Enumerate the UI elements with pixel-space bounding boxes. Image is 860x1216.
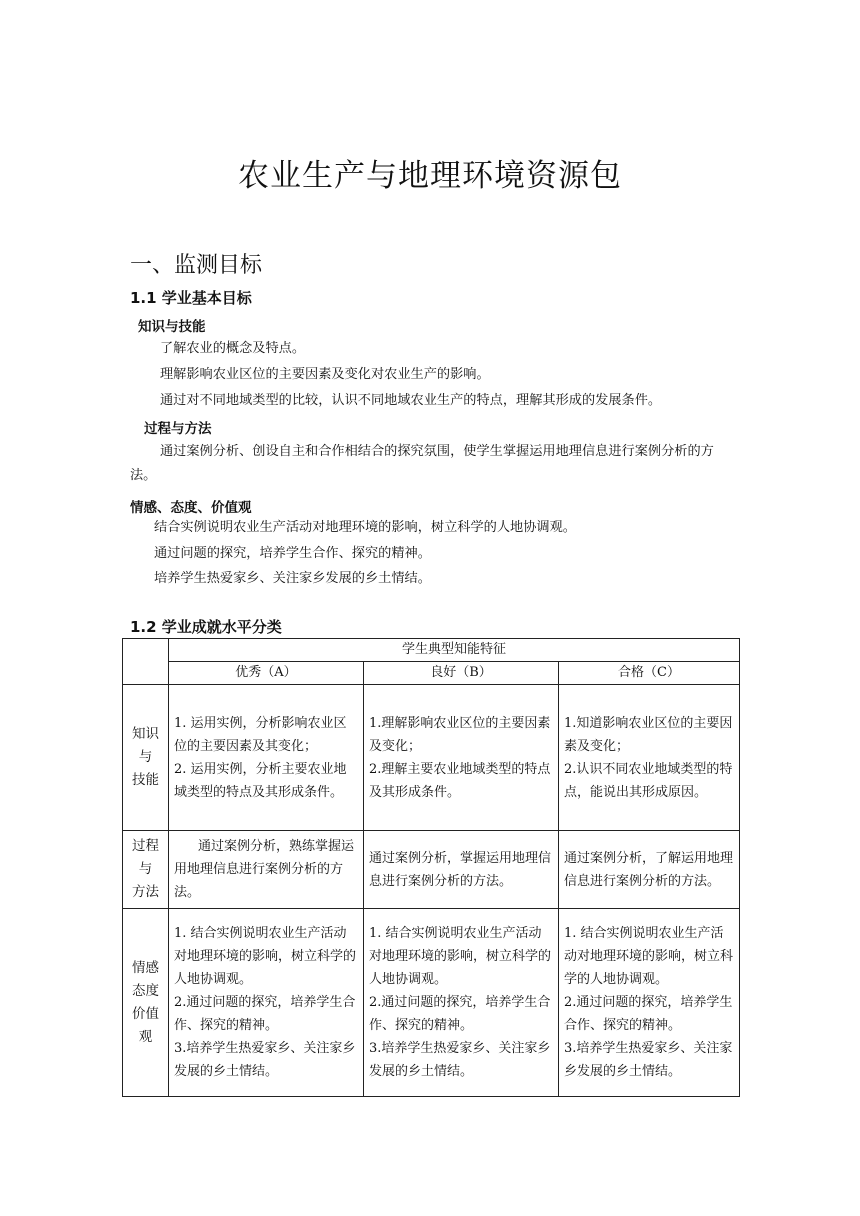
- row-label-process-methods: 过程 与 方法: [123, 831, 169, 909]
- cell-good: 通过案例分析，掌握运用地理信息进行案例分析的方法。: [364, 831, 559, 909]
- table-row: [123, 909, 740, 1097]
- subsection-heading-basic-goals: 1.1 学业基本目标: [130, 289, 252, 307]
- cell-excellent: 1. 结合实例说明农业生产活动对地理环境的影响，树立科学的人地协调观。 2.通过问题的探究，培养学生合作、探究的精神。 3.培养学生热爱家乡、关注家乡发展的乡土情结。: [169, 909, 364, 1097]
- row-label-emotion-attitude-values: 情感 态度 价值 观: [123, 909, 169, 1097]
- column-header-pass: 合格（C）: [559, 662, 740, 685]
- table-row: [123, 685, 740, 831]
- emotion-line: 培养学生热爱家乡、关注家乡发展的乡土情结。: [154, 571, 431, 586]
- section-heading-monitoring-goals: 一、监测目标: [130, 253, 263, 278]
- knowledge-line: 通过对不同地域类型的比较，认识不同地域农业生产的特点，理解其形成的发展条件。: [160, 393, 662, 408]
- process-paragraph: 通过案例分析、创设自主和合作相结合的探究氛围，使学生掌握运用地理信息进行案例分析的方法。: [130, 444, 714, 483]
- knowledge-line: 理解影响农业区位的主要因素及变化对农业生产的影响。: [160, 367, 490, 382]
- column-header-excellent: 优秀（A）: [169, 662, 364, 685]
- cell-excellent: 通过案例分析，熟练掌握运用地理信息进行案例分析的方法。: [169, 831, 364, 909]
- cell-pass: 通过案例分析，了解运用地理信息进行案例分析的方法。: [559, 831, 740, 909]
- table-corner-cell: [123, 639, 169, 685]
- cell-excellent: 1. 运用实例，分析影响农业区位的主要因素及其变化； 2. 运用实例，分析主要农业地域类型的特点及其形成条件。: [169, 685, 364, 831]
- column-header-good: 良好（B）: [364, 662, 559, 685]
- subsection-heading-achievement-levels: 1.2 学业成就水平分类: [130, 618, 282, 636]
- emotion-line: 结合实例说明农业生产活动对地理环境的影响，树立科学的人地协调观。: [154, 520, 576, 535]
- cell-good: 1.理解影响农业区位的主要因素及变化； 2.理解主要农业地域类型的特点及其形成条件。: [364, 685, 559, 831]
- emotion-line: 通过问题的探究，培养学生合作、探究的精神。: [154, 546, 431, 561]
- table-row: [123, 831, 740, 909]
- heading-knowledge-skills: 知识与技能: [138, 319, 206, 335]
- knowledge-line: 了解农业的概念及特点。: [160, 341, 306, 356]
- achievement-levels-table: [122, 638, 740, 1097]
- cell-good: 1. 结合实例说明农业生产活动对地理环境的影响，树立科学的人地协调观。 2.通过问题的探究，培养学生合作、探究的精神。 3.培养学生热爱家乡、关注家乡发展的乡土情结。: [364, 909, 559, 1097]
- row-label-knowledge-skills: 知识 与 技能: [123, 685, 169, 831]
- cell-pass: 1. 结合实例说明农业生产活动对地理环境的影响，树立科学的人地协调观。 2.通过问题的探究，培养学生合作、探究的精神。 3.培养学生热爱家乡、关注家乡发展的乡土情结。: [559, 909, 740, 1097]
- cell-pass: 1.知道影响农业区位的主要因素及变化； 2.认识不同农业地域类型的特点，能说出其形成原因。: [559, 685, 740, 831]
- table-group-header: 学生典型知能特征: [169, 639, 740, 662]
- heading-emotion-attitude-values: 情感、态度、价值观: [130, 500, 252, 516]
- heading-process-methods: 过程与方法: [144, 421, 212, 437]
- document-title: 农业生产与地理环境资源包: [238, 158, 622, 194]
